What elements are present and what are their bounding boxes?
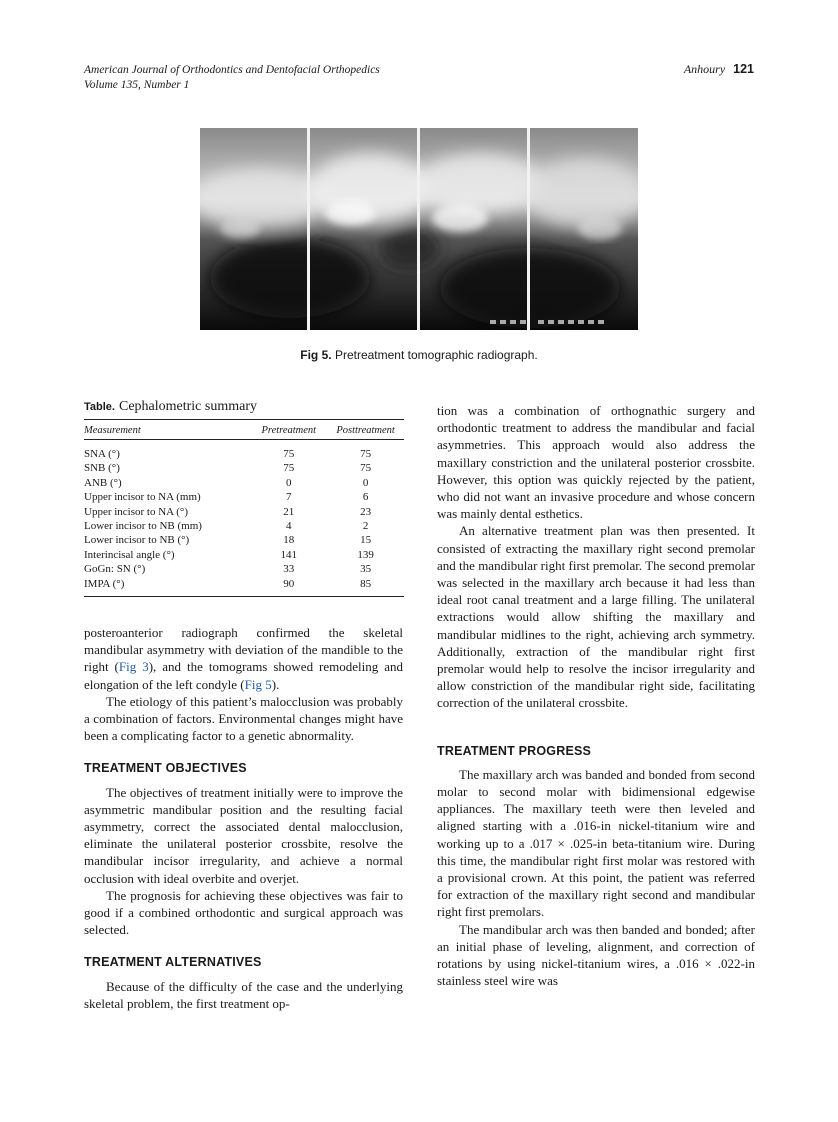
table-row xyxy=(84,490,404,504)
pretreatment-cell: 141 xyxy=(280,548,298,561)
table-row xyxy=(84,548,404,562)
pretreatment-cell: 18 xyxy=(283,534,295,547)
fig3-link[interactable]: Fig 3 xyxy=(118,659,149,675)
table-label: Table. xyxy=(84,401,115,413)
posttreatment-cell: 15 xyxy=(360,534,372,547)
fig5-link[interactable]: Fig 5 xyxy=(244,676,272,692)
posttreatment-cell: 2 xyxy=(362,520,369,533)
posttreatment-cell: 0 xyxy=(362,476,369,489)
paragraph-surgery-option: tion was a combination of orthognathic surgery and orthodontic treatment to address the mandibular and facial asymmetries. This approach would also address the maxillary constriction and the unilateral posterior crossbite. However, this option was quickly rejected by the patient, who did not want an invasive procedure and whose concern was mainly dental esthetics. xyxy=(437,403,755,522)
paragraph-etiology: The etiology of this patient’s malocclusion was probably a combination of factors. Environmental changes might have been a complicating factor to a genetic abnormality. xyxy=(84,693,403,744)
posttreatment-cell: 6 xyxy=(362,491,369,504)
pretreatment-cell: 75 xyxy=(283,448,295,460)
table-row xyxy=(84,519,404,533)
posttreatment-cell: 35 xyxy=(360,563,372,576)
measurement-cell: SNA (°) xyxy=(84,448,120,460)
header-pretreatment: Pretreatment xyxy=(261,425,317,436)
table-row xyxy=(84,533,404,547)
running-header-page xyxy=(684,62,754,77)
table-title xyxy=(84,398,404,416)
heading-treatment-progress: TREATMENT PROGRESS xyxy=(437,743,592,758)
posttreatment-cell: 75 xyxy=(360,462,372,475)
paragraph-maxillary-arch: The maxillary arch was banded and bonded from second molar to second molar with bidimensional edgewise appliances. The maxillary teeth were then leveled and aligned starting with a .016-in nickel-titanium wire and working up to a .017 × .025-in beta-titanium wire. During this time, the mandibular right first molar was restored with a provisional crown. At this point, the patient was referred for extraction of the maxillary right second and mandibular right first premolars. xyxy=(437,766,755,920)
paragraph-alternative-plan: An alternative treatment plan was then presented. It consisted of extracting the maxillary right second premolar and the mandibular right first premolar. The second premolar was selected in the maxillary arch because it had less than ideal root canal treatment and a large filling. The unilateral extractions would allow shifting the maxillary and mandibular midlines to the right, achieving arch symmetry. Additionally, extraction of the mandibular right first premolar would help to resolve the incisor irregularity and allow constriction of the mandibular right side, facilitating correction of the unilateral crossbite. xyxy=(437,523,755,711)
table-header-row xyxy=(84,420,404,439)
pretreatment-cell: 90 xyxy=(283,577,295,590)
table-row xyxy=(84,562,404,576)
table-row xyxy=(84,461,404,475)
radiograph-image xyxy=(200,128,638,330)
page-number: 121 xyxy=(733,62,754,76)
table-title-text: Cephalometric summary xyxy=(118,399,258,414)
measurement-cell: Lower incisor to NB (°) xyxy=(84,534,190,547)
cephalometric-table xyxy=(84,398,404,597)
heading-treatment-alternatives: TREATMENT ALTERNATIVES xyxy=(84,955,262,970)
pretreatment-cell: 21 xyxy=(283,505,295,518)
pretreatment-cell: 7 xyxy=(286,491,292,504)
paragraph-alternatives: Because of the difficulty of the case and the underlying skeletal problem, the first treatment op- xyxy=(84,978,403,1011)
right-column xyxy=(437,402,755,990)
posttreatment-cell: 139 xyxy=(357,548,374,561)
measurement-cell: IMPA (°) xyxy=(84,577,125,590)
posttreatment-cell: 75 xyxy=(360,448,372,460)
measurement-cell: SNB (°) xyxy=(84,462,120,475)
author-name: Anhoury xyxy=(683,62,726,76)
paragraph-radiograph: posteroanterior radiograph confirmed the skeletal mandibular asymmetry with deviation of the mandible to the right (Fig 3), and the tomograms showed remodeling and elongation of the left condyle (Fig 5). xyxy=(84,625,404,692)
posttreatment-cell: 85 xyxy=(360,577,372,590)
table-row xyxy=(84,505,404,519)
figure-caption xyxy=(0,348,838,362)
figure-label: Fig 5. xyxy=(300,348,332,362)
paragraph-mandibular-arch: The mandibular arch was then banded and bonded; after an initial phase of leveling, alignment, and correction of rotations by using nickel-titanium wires, a .016 × .022-in stainless steel wire was xyxy=(437,921,755,989)
figure-caption-text: Pretreatment tomographic radiograph. xyxy=(334,348,538,362)
journal-volume: Volume 135, Number 1 xyxy=(84,79,190,91)
table-row xyxy=(84,440,404,461)
pretreatment-cell: 4 xyxy=(286,520,292,533)
journal-title: American Journal of Orthodontics and Dentofacial Orthopedics xyxy=(84,64,380,76)
posttreatment-cell: 23 xyxy=(360,505,372,518)
table-row xyxy=(84,476,404,490)
table-row xyxy=(84,577,404,596)
heading-treatment-objectives: TREATMENT OBJECTIVES xyxy=(84,761,247,776)
pretreatment-cell: 33 xyxy=(283,563,295,576)
tomographic-radiograph-figure xyxy=(200,128,638,330)
running-header-journal xyxy=(84,63,380,93)
pretreatment-cell: 75 xyxy=(283,462,295,475)
measurement-cell: Lower incisor to NB (mm) xyxy=(84,520,202,533)
measurement-cell: Interincisal angle (°) xyxy=(84,548,175,561)
header-measurement: Measurement xyxy=(84,425,141,436)
measurement-cell: ANB (°) xyxy=(84,476,122,489)
pretreatment-cell: 0 xyxy=(286,476,292,489)
paragraph-prognosis: The prognosis for achieving these objectives was fair to good if a combined orthodontic and surgical approach was selected. xyxy=(84,887,403,938)
cephalometric-data-table xyxy=(84,420,404,596)
left-column xyxy=(84,624,403,1012)
measurement-cell: Upper incisor to NA (mm) xyxy=(84,491,201,504)
header-posttreatment: Posttreatment xyxy=(336,425,395,436)
paragraph-objectives: The objectives of treatment initially were to improve the asymmetric mandibular position and the resulting facial asymmetry, correct the associated dental malocclusion, eliminate the unilateral posterior crossbite, resolve the mandibular incisor irregularity, and achieve a normal occlusion with ideal overbite and overjet. xyxy=(84,784,403,886)
measurement-cell: GoGn: SN (°) xyxy=(84,563,146,576)
measurement-cell: Upper incisor to NA (°) xyxy=(84,505,188,518)
